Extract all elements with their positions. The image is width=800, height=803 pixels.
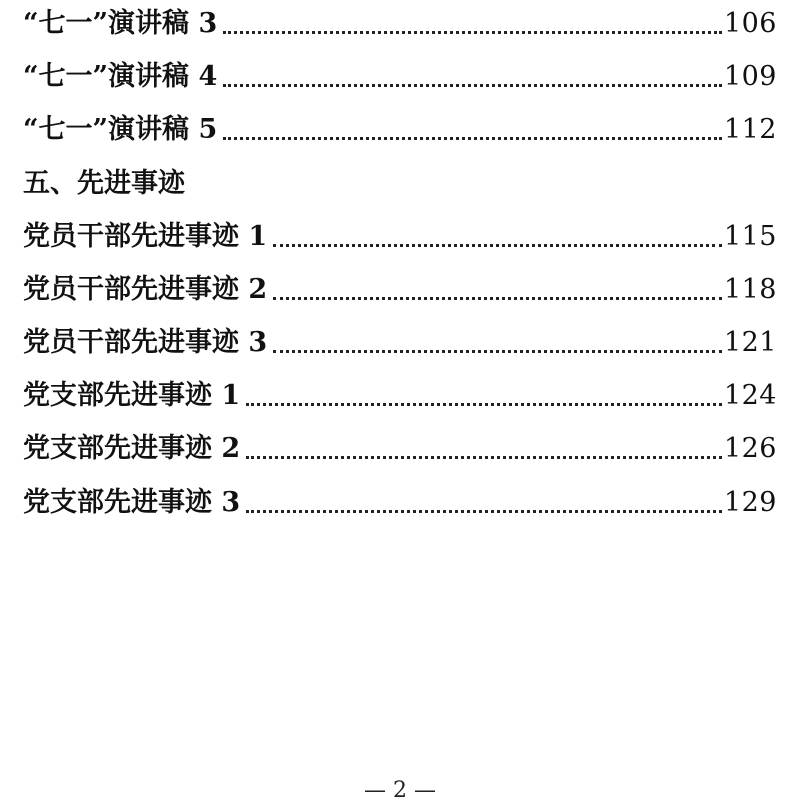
toc-dot-leader [223,31,722,34]
toc-entry[interactable] [23,57,777,97]
toc-entry-title: 党支部先进事迹 1 [23,380,241,411]
toc-entry-page: 121 [723,327,777,358]
toc-entry-title: “七一”演讲稿 3 [23,8,218,39]
toc-entry-title: 党员干部先进事迹 1 [23,221,268,252]
toc-dot-leader [246,456,722,459]
toc-entry[interactable] [23,483,777,523]
toc-entry-page: 106 [723,8,777,39]
toc-dot-leader [223,137,722,140]
toc-dot-leader [273,244,722,247]
page-number: — 2 — [364,778,436,803]
toc-entry[interactable] [23,429,777,469]
toc-dot-leader [246,510,722,513]
toc-entry-page: 115 [723,221,777,252]
toc-dot-leader [246,403,722,406]
toc-entry-title: “七一”演讲稿 4 [23,61,218,92]
toc-entry[interactable] [23,376,777,416]
toc-entry[interactable] [23,4,777,44]
toc-entry-page: 109 [723,61,777,92]
toc-entry-page: 124 [723,380,777,411]
toc-entry-title: 党支部先进事迹 2 [23,433,241,464]
toc-dot-leader [273,350,722,353]
toc-entry-page: 129 [723,487,777,518]
toc-entry[interactable] [23,110,777,150]
toc-dot-leader [273,297,722,300]
toc-entry-page: 118 [723,274,777,305]
toc-entry-page: 126 [723,433,777,464]
toc-entry-page: 112 [723,114,777,145]
toc-dot-leader [223,84,722,87]
toc-entry[interactable] [23,323,777,363]
toc-entry[interactable] [23,217,777,257]
toc-entry-title: 党员干部先进事迹 2 [23,274,268,305]
toc-entry[interactable] [23,270,777,310]
toc-entry-title: 党员干部先进事迹 3 [23,327,268,358]
toc-entry-title: “七一”演讲稿 5 [23,114,218,145]
section-heading: 五、先进事迹 [23,168,185,199]
toc-entry-title: 党支部先进事迹 3 [23,487,241,518]
